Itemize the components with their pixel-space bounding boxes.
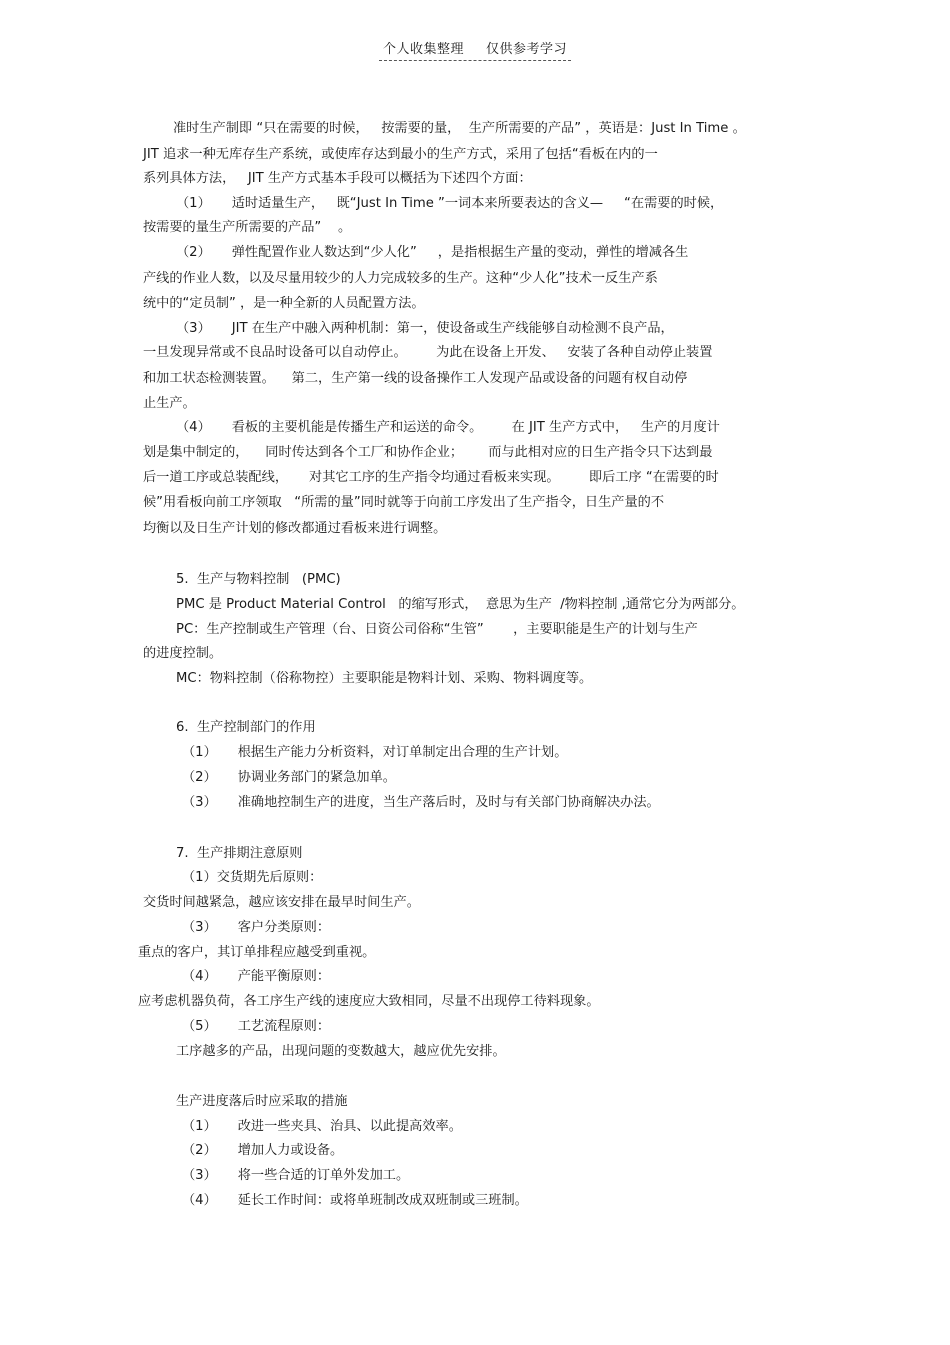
- paragraph-line: 重点的客户，其订单排程应越受到重视。: [138, 945, 376, 960]
- section-heading: 7. 生产排期注意原则: [176, 846, 303, 861]
- section-heading: 5. 生产与物料控制 (PMC): [176, 572, 341, 587]
- section-heading: 生产进度落后时应采取的措施: [176, 1094, 348, 1109]
- paragraph-line: 应考虑机器负荷，各工序生产线的速度应大致相同，尽量不出现停工待料现象。: [138, 994, 600, 1009]
- paragraph-line: MC：物料控制（俗称物控）主要职能是物料计划、采购、物料调度等。: [176, 671, 593, 686]
- paragraph-line: 按需要的量生产所需要的产品” 。: [143, 220, 352, 235]
- paragraph-line: 交货时间越紧急，越应该安排在最早时间生产。: [143, 895, 420, 910]
- paragraph-line: 的进度控制。: [143, 646, 223, 661]
- paragraph-line: 统中的“定员制” ，是一种全新的人员配置方法。: [143, 296, 425, 311]
- list-item: （3） 将一些合适的订单外发加工。: [182, 1168, 410, 1183]
- paragraph-line: 准时生产制即 “只在需要的时候， 按需要的量， 生产所需要的产品” ，英语是：Just In Time 。: [173, 121, 746, 136]
- paragraph-line: 候”用看板向前工序领取 “所需的量”同时就等于向前工序发出了生产指令，日生产量的不: [143, 495, 665, 510]
- paragraph-line: （4） 看板的主要机能是传播生产和运送的命令。 在 JIT 生产方式中， 生产的月度计: [176, 420, 720, 435]
- paragraph-line: 产线的作业人数，以及尽量用较少的人力完成较多的生产。这种“少人化”技术一反生产系: [143, 271, 658, 286]
- paragraph-line: 划是集中制定的， 同时传达到各个工厂和协作企业； 而与此相对应的日生产指令只下达到最: [143, 445, 713, 460]
- header-text: [379, 38, 571, 61]
- list-item: （4） 产能平衡原则：: [182, 969, 331, 984]
- paragraph-line: 均衡以及日生产计划的修改都通过看板来进行调整。: [143, 521, 447, 536]
- paragraph-line: （3） JIT 在生产中融入两种机制：第一，使设备或生产线能够自动检测不良产品，: [176, 321, 674, 336]
- paragraph-line: JIT 追求一种无库存生产系统，或使库存达到最小的生产方式，采用了包括“看板在内的一: [143, 147, 658, 162]
- header-left: 个人收集整理: [382, 42, 464, 57]
- list-item: （2） 协调业务部门的紧急加单。: [182, 770, 396, 785]
- list-item: （1） 改进一些夹具、治具、以此提高效率。: [182, 1119, 462, 1134]
- list-item: （5） 工艺流程原则：: [182, 1019, 331, 1034]
- paragraph-line: （2） 弹性配置作业人数达到“少人化” ，是指根据生产量的变动，弹性的增减各生: [176, 245, 689, 260]
- paragraph-line: 一旦发现异常或不良品时设备可以自动停止。 为此在设备上开发、 安装了各种自动停止装置: [143, 345, 713, 360]
- paragraph-line: 后一道工序或总装配线， 对其它工序的生产指令均通过看板来实现。 即后工序 “在需要的时: [143, 470, 719, 485]
- list-item: （1）交货期先后原则：: [182, 870, 323, 885]
- list-item: （2） 增加人力或设备。: [182, 1143, 344, 1158]
- list-item: （3） 准确地控制生产的进度，当生产落后时，及时与有关部门协商解决办法。: [182, 795, 660, 810]
- section-heading: 6. 生产控制部门的作用: [176, 720, 316, 735]
- page-header: [0, 38, 950, 61]
- list-item: （4） 延长工作时间：或将单班制改成双班制或三班制。: [182, 1193, 528, 1208]
- paragraph-line: 工序越多的产品，出现问题的变数越大，越应优先安排。: [176, 1044, 506, 1059]
- list-item: （1） 根据生产能力分析资料，对订单制定出合理的生产计划。: [182, 745, 568, 760]
- paragraph-line: 止生产。: [143, 396, 196, 411]
- list-item: （3） 客户分类原则：: [182, 920, 331, 935]
- header-right: 仅供参考学习: [486, 42, 568, 57]
- paragraph-line: PMC 是 Product Material Control 的缩写形式， 意思为生产 /物料控制 ,通常它分为两部分。: [176, 597, 745, 612]
- paragraph-line: PC：生产控制或生产管理（台、日资公司俗称“生管” ，主要职能是生产的计划与生产: [176, 622, 698, 637]
- paragraph-line: （1） 适时适量生产， 既“Just In Time ”一词本来所要表达的含义— “在需要的时候，: [176, 196, 724, 211]
- paragraph-line: 系列具体方法， JIT 生产方式基本手段可以概括为下述四个方面：: [143, 171, 532, 186]
- paragraph-line: 和加工状态检测装置。 第二，生产第一线的设备操作工人发现产品或设备的问题有权自动停: [143, 371, 688, 386]
